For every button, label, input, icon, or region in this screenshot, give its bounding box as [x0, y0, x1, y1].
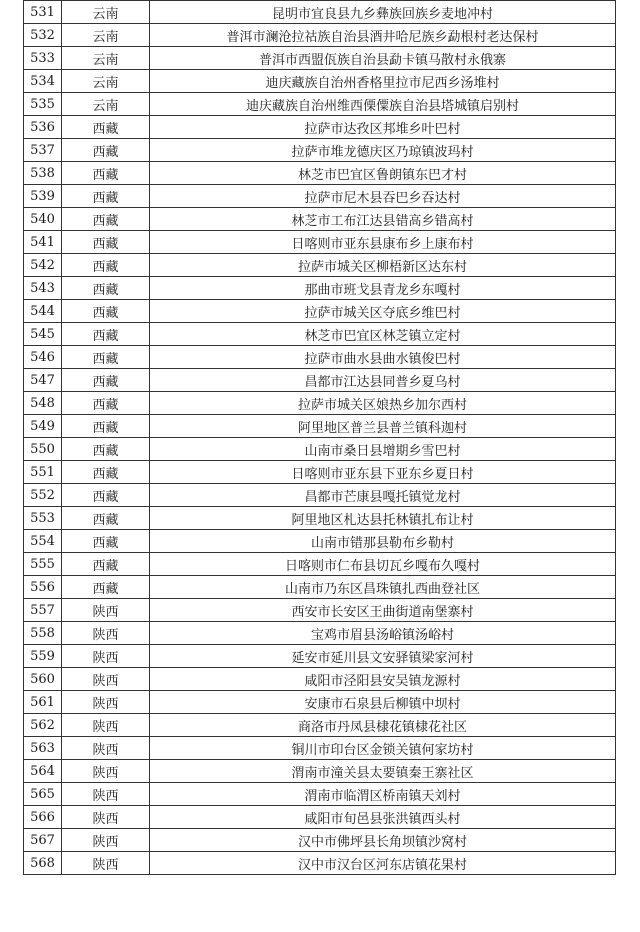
- province-cell: 西藏: [62, 415, 150, 438]
- row-number-cell: 536: [24, 116, 62, 139]
- province-cell: 陕西: [62, 691, 150, 714]
- row-number-cell: 568: [24, 852, 62, 875]
- table-row: [24, 162, 616, 185]
- row-number-cell: 567: [24, 829, 62, 852]
- village-name-cell: 迪庆藏族自治州维西傈僳族自治县塔城镇启别村: [150, 93, 616, 116]
- row-number-cell: 540: [24, 208, 62, 231]
- province-cell: 西藏: [62, 438, 150, 461]
- table-row: [24, 737, 616, 760]
- province-cell: 西藏: [62, 116, 150, 139]
- row-number-cell: 531: [24, 1, 62, 24]
- village-name-cell: 阿里地区札达县托林镇扎布让村: [150, 507, 616, 530]
- row-number-cell: 534: [24, 70, 62, 93]
- province-cell: 陕西: [62, 783, 150, 806]
- row-number-cell: 553: [24, 507, 62, 530]
- province-cell: 西藏: [62, 254, 150, 277]
- table-row: [24, 576, 616, 599]
- province-cell: 西藏: [62, 139, 150, 162]
- village-name-cell: 拉萨市曲水县曲水镇俊巴村: [150, 346, 616, 369]
- table-row: [24, 484, 616, 507]
- village-name-cell: 迪庆藏族自治州香格里拉市尼西乡汤堆村: [150, 70, 616, 93]
- table-row: [24, 208, 616, 231]
- table-row: [24, 783, 616, 806]
- row-number-cell: 548: [24, 392, 62, 415]
- village-name-cell: 拉萨市城关区夺底乡维巴村: [150, 300, 616, 323]
- village-name-cell: 汉中市佛坪县长角坝镇沙窝村: [150, 829, 616, 852]
- province-cell: 西藏: [62, 162, 150, 185]
- table-row: [24, 1, 616, 24]
- province-cell: 陕西: [62, 829, 150, 852]
- village-name-cell: 安康市石泉县后柳镇中坝村: [150, 691, 616, 714]
- village-name-cell: 拉萨市达孜区邦堆乡叶巴村: [150, 116, 616, 139]
- row-number-cell: 559: [24, 645, 62, 668]
- row-number-cell: 532: [24, 24, 62, 47]
- row-number-cell: 563: [24, 737, 62, 760]
- province-cell: 陕西: [62, 599, 150, 622]
- row-number-cell: 558: [24, 622, 62, 645]
- table-row: [24, 323, 616, 346]
- province-cell: 西藏: [62, 507, 150, 530]
- province-cell: 云南: [62, 70, 150, 93]
- province-cell: 西藏: [62, 208, 150, 231]
- village-name-cell: 商洛市丹凤县棣花镇棣花社区: [150, 714, 616, 737]
- village-name-cell: 山南市错那县勒布乡勒村: [150, 530, 616, 553]
- table-row: [24, 691, 616, 714]
- row-number-cell: 549: [24, 415, 62, 438]
- village-name-cell: 昌都市芒康县嘎托镇觉龙村: [150, 484, 616, 507]
- table-row: [24, 415, 616, 438]
- village-name-cell: 铜川市印台区金锁关镇何家坊村: [150, 737, 616, 760]
- province-cell: 陕西: [62, 645, 150, 668]
- village-name-cell: 那曲市班戈县青龙乡东嘎村: [150, 277, 616, 300]
- province-cell: 陕西: [62, 852, 150, 875]
- village-name-cell: 延安市延川县文安驿镇梁家河村: [150, 645, 616, 668]
- table-row: [24, 24, 616, 47]
- row-number-cell: 539: [24, 185, 62, 208]
- village-name-cell: 西安市长安区王曲街道南堡寨村: [150, 599, 616, 622]
- province-cell: 陕西: [62, 760, 150, 783]
- province-cell: 陕西: [62, 668, 150, 691]
- province-cell: 西藏: [62, 369, 150, 392]
- province-cell: 西藏: [62, 277, 150, 300]
- row-number-cell: 541: [24, 231, 62, 254]
- row-number-cell: 561: [24, 691, 62, 714]
- table-row: [24, 70, 616, 93]
- row-number-cell: 538: [24, 162, 62, 185]
- province-cell: 西藏: [62, 530, 150, 553]
- row-number-cell: 560: [24, 668, 62, 691]
- row-number-cell: 543: [24, 277, 62, 300]
- row-number-cell: 542: [24, 254, 62, 277]
- table-row: [24, 806, 616, 829]
- row-number-cell: 545: [24, 323, 62, 346]
- table-row: [24, 254, 616, 277]
- village-name-cell: 拉萨市尼木县吞巴乡吞达村: [150, 185, 616, 208]
- province-cell: 陕西: [62, 714, 150, 737]
- village-table: [23, 0, 616, 875]
- village-name-cell: 昆明市宜良县九乡彝族回族乡麦地冲村: [150, 1, 616, 24]
- province-cell: 西藏: [62, 484, 150, 507]
- province-cell: 云南: [62, 1, 150, 24]
- village-name-cell: 宝鸡市眉县汤峪镇汤峪村: [150, 622, 616, 645]
- village-name-cell: 普洱市澜沧拉祜族自治县酒井哈尼族乡勐根村老达保村: [150, 24, 616, 47]
- province-cell: 陕西: [62, 622, 150, 645]
- table-row: [24, 852, 616, 875]
- village-name-cell: 拉萨市堆龙德庆区乃琼镇波玛村: [150, 139, 616, 162]
- table-row: [24, 461, 616, 484]
- village-name-cell: 普洱市西盟佤族自治县勐卡镇马散村永俄寨: [150, 47, 616, 70]
- table-row: [24, 714, 616, 737]
- row-number-cell: 544: [24, 300, 62, 323]
- table-row: [24, 622, 616, 645]
- row-number-cell: 551: [24, 461, 62, 484]
- table-row: [24, 139, 616, 162]
- table-row: [24, 438, 616, 461]
- table-row: [24, 116, 616, 139]
- province-cell: 陕西: [62, 806, 150, 829]
- province-cell: 西藏: [62, 185, 150, 208]
- village-name-cell: 渭南市临渭区桥南镇天刘村: [150, 783, 616, 806]
- village-name-cell: 拉萨市城关区娘热乡加尔西村: [150, 392, 616, 415]
- village-name-cell: 日喀则市亚东县下亚东乡夏日村: [150, 461, 616, 484]
- table-row: [24, 185, 616, 208]
- village-name-cell: 日喀则市仁布县切瓦乡嘎布久嘎村: [150, 553, 616, 576]
- village-name-cell: 林芝市巴宜区鲁朗镇东巴才村: [150, 162, 616, 185]
- row-number-cell: 552: [24, 484, 62, 507]
- table-row: [24, 277, 616, 300]
- village-name-cell: 咸阳市泾阳县安吴镇龙源村: [150, 668, 616, 691]
- table-row: [24, 93, 616, 116]
- row-number-cell: 562: [24, 714, 62, 737]
- village-name-cell: 汉中市汉台区河东店镇花果村: [150, 852, 616, 875]
- table-row: [24, 599, 616, 622]
- row-number-cell: 546: [24, 346, 62, 369]
- table-row: [24, 645, 616, 668]
- province-cell: 西藏: [62, 346, 150, 369]
- province-cell: 西藏: [62, 553, 150, 576]
- village-name-cell: 昌都市江达县同普乡夏乌村: [150, 369, 616, 392]
- row-number-cell: 555: [24, 553, 62, 576]
- row-number-cell: 556: [24, 576, 62, 599]
- village-name-cell: 拉萨市城关区柳梧新区达东村: [150, 254, 616, 277]
- village-name-cell: 林芝市巴宜区林芝镇立定村: [150, 323, 616, 346]
- province-cell: 陕西: [62, 737, 150, 760]
- row-number-cell: 557: [24, 599, 62, 622]
- row-number-cell: 565: [24, 783, 62, 806]
- table-row: [24, 530, 616, 553]
- row-number-cell: 550: [24, 438, 62, 461]
- village-table-body: [24, 1, 616, 875]
- village-name-cell: 渭南市潼关县太要镇秦王寨社区: [150, 760, 616, 783]
- row-number-cell: 554: [24, 530, 62, 553]
- province-cell: 西藏: [62, 231, 150, 254]
- village-name-cell: 日喀则市亚东县康布乡上康布村: [150, 231, 616, 254]
- village-name-cell: 山南市乃东区昌珠镇扎西曲登社区: [150, 576, 616, 599]
- province-cell: 云南: [62, 93, 150, 116]
- table-row: [24, 231, 616, 254]
- village-name-cell: 林芝市工布江达县错高乡错高村: [150, 208, 616, 231]
- province-cell: 西藏: [62, 323, 150, 346]
- row-number-cell: 535: [24, 93, 62, 116]
- village-name-cell: 山南市桑日县增期乡雪巴村: [150, 438, 616, 461]
- province-cell: 西藏: [62, 300, 150, 323]
- table-row: [24, 668, 616, 691]
- table-row: [24, 760, 616, 783]
- row-number-cell: 564: [24, 760, 62, 783]
- table-row: [24, 829, 616, 852]
- province-cell: 云南: [62, 24, 150, 47]
- village-name-cell: 阿里地区普兰县普兰镇科迦村: [150, 415, 616, 438]
- province-cell: 西藏: [62, 576, 150, 599]
- table-row: [24, 300, 616, 323]
- village-name-cell: 咸阳市旬邑县张洪镇西头村: [150, 806, 616, 829]
- province-cell: 云南: [62, 47, 150, 70]
- table-row: [24, 392, 616, 415]
- table-row: [24, 553, 616, 576]
- province-cell: 西藏: [62, 461, 150, 484]
- row-number-cell: 566: [24, 806, 62, 829]
- table-row: [24, 369, 616, 392]
- table-row: [24, 47, 616, 70]
- table-row: [24, 507, 616, 530]
- row-number-cell: 537: [24, 139, 62, 162]
- row-number-cell: 547: [24, 369, 62, 392]
- row-number-cell: 533: [24, 47, 62, 70]
- table-row: [24, 346, 616, 369]
- province-cell: 西藏: [62, 392, 150, 415]
